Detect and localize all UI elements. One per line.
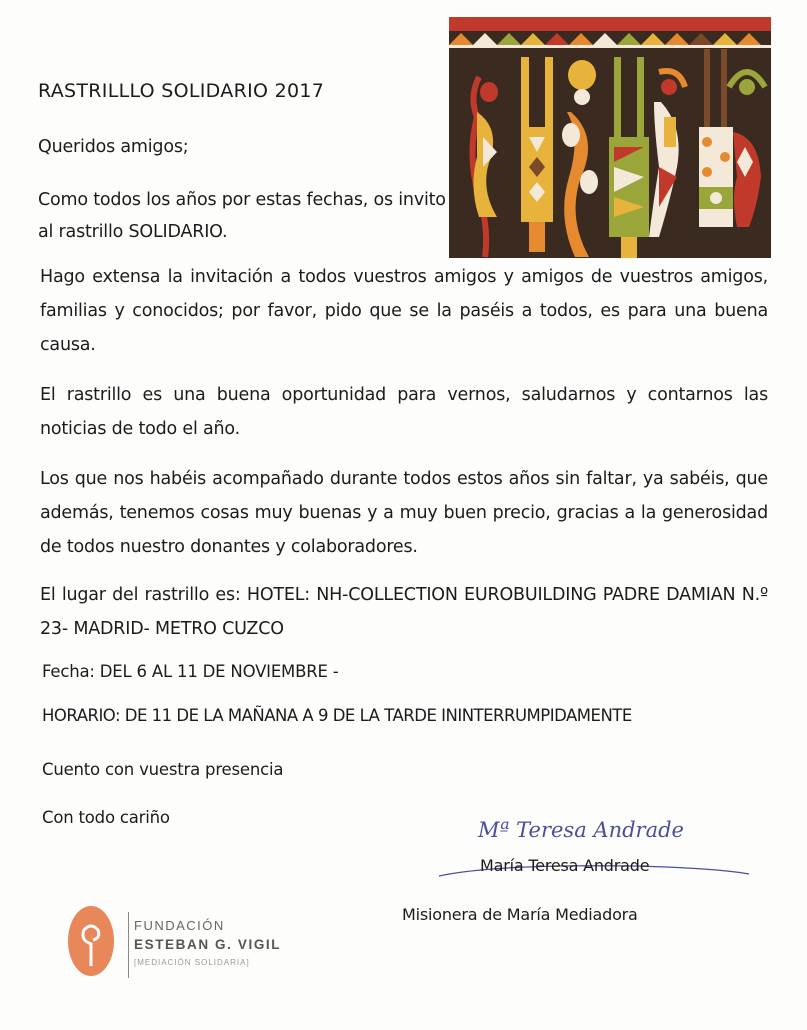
paragraph-invitation: Hago extensa la invitación a todos vuestros amigos y amigos de vuestros amigos, familias y conocidos; por favor, pido que se la paséis a todos, es para una buena causa. — [40, 267, 768, 355]
schedule-line: HORARIO: DE 11 DE LA MAÑANA A 9 DE LA TARDE ININTERRUMPIDAMENTE — [42, 706, 632, 725]
logo-line-fundacion: FUNDACIÓN — [134, 918, 225, 933]
date-line: Fecha: DEL 6 AL 11 DE NOVIEMBRE - — [42, 662, 339, 681]
paragraph-opportunity: El rastrillo es una buena oportunidad para vernos, saludarnos y contarnos las noticias de todo el año. — [40, 385, 768, 439]
signer-role: Misionera de María Mediadora — [402, 905, 638, 924]
handwritten-signature: Mª Teresa Andrade — [478, 818, 684, 842]
tapestry-image — [449, 17, 771, 258]
logo-line-tagline: [MEDIACIÓN SOLIDARIA] — [134, 958, 250, 967]
closing-affection: Con todo cariño — [42, 808, 170, 827]
foundation-logo-text — [134, 918, 281, 967]
paragraph-donors: Los que nos habéis acompañado durante todos estos años sin faltar, ya sabéis, que además, tenemos cosas muy buenas y a muy buen precio, gracias a la generosidad de todos nuestro donantes y colaboradores. — [40, 469, 768, 557]
spiral-logo-icon — [66, 904, 116, 978]
tapestry-artwork — [449, 17, 771, 258]
intro-paragraph: Como todos los años por estas fechas, os invito al rastrillo SOLIDARIO. — [38, 190, 446, 242]
greeting: Queridos amigos; — [38, 137, 189, 157]
paragraph-location: El lugar del rastrillo es: HOTEL: NH-COLLECTION EUROBUILDING PADRE DAMIAN N.º 23- MADRID- METRO CUZCO — [40, 585, 768, 639]
logo-line-name: ESTEBAN G. VIGIL — [134, 937, 282, 952]
closing-presence: Cuento con vuestra presencia — [42, 760, 284, 779]
logo-divider — [128, 912, 129, 978]
signer-name: María Teresa Andrade — [480, 856, 650, 875]
letter-title: RASTRILLLO SOLIDARIO 2017 — [38, 80, 325, 102]
